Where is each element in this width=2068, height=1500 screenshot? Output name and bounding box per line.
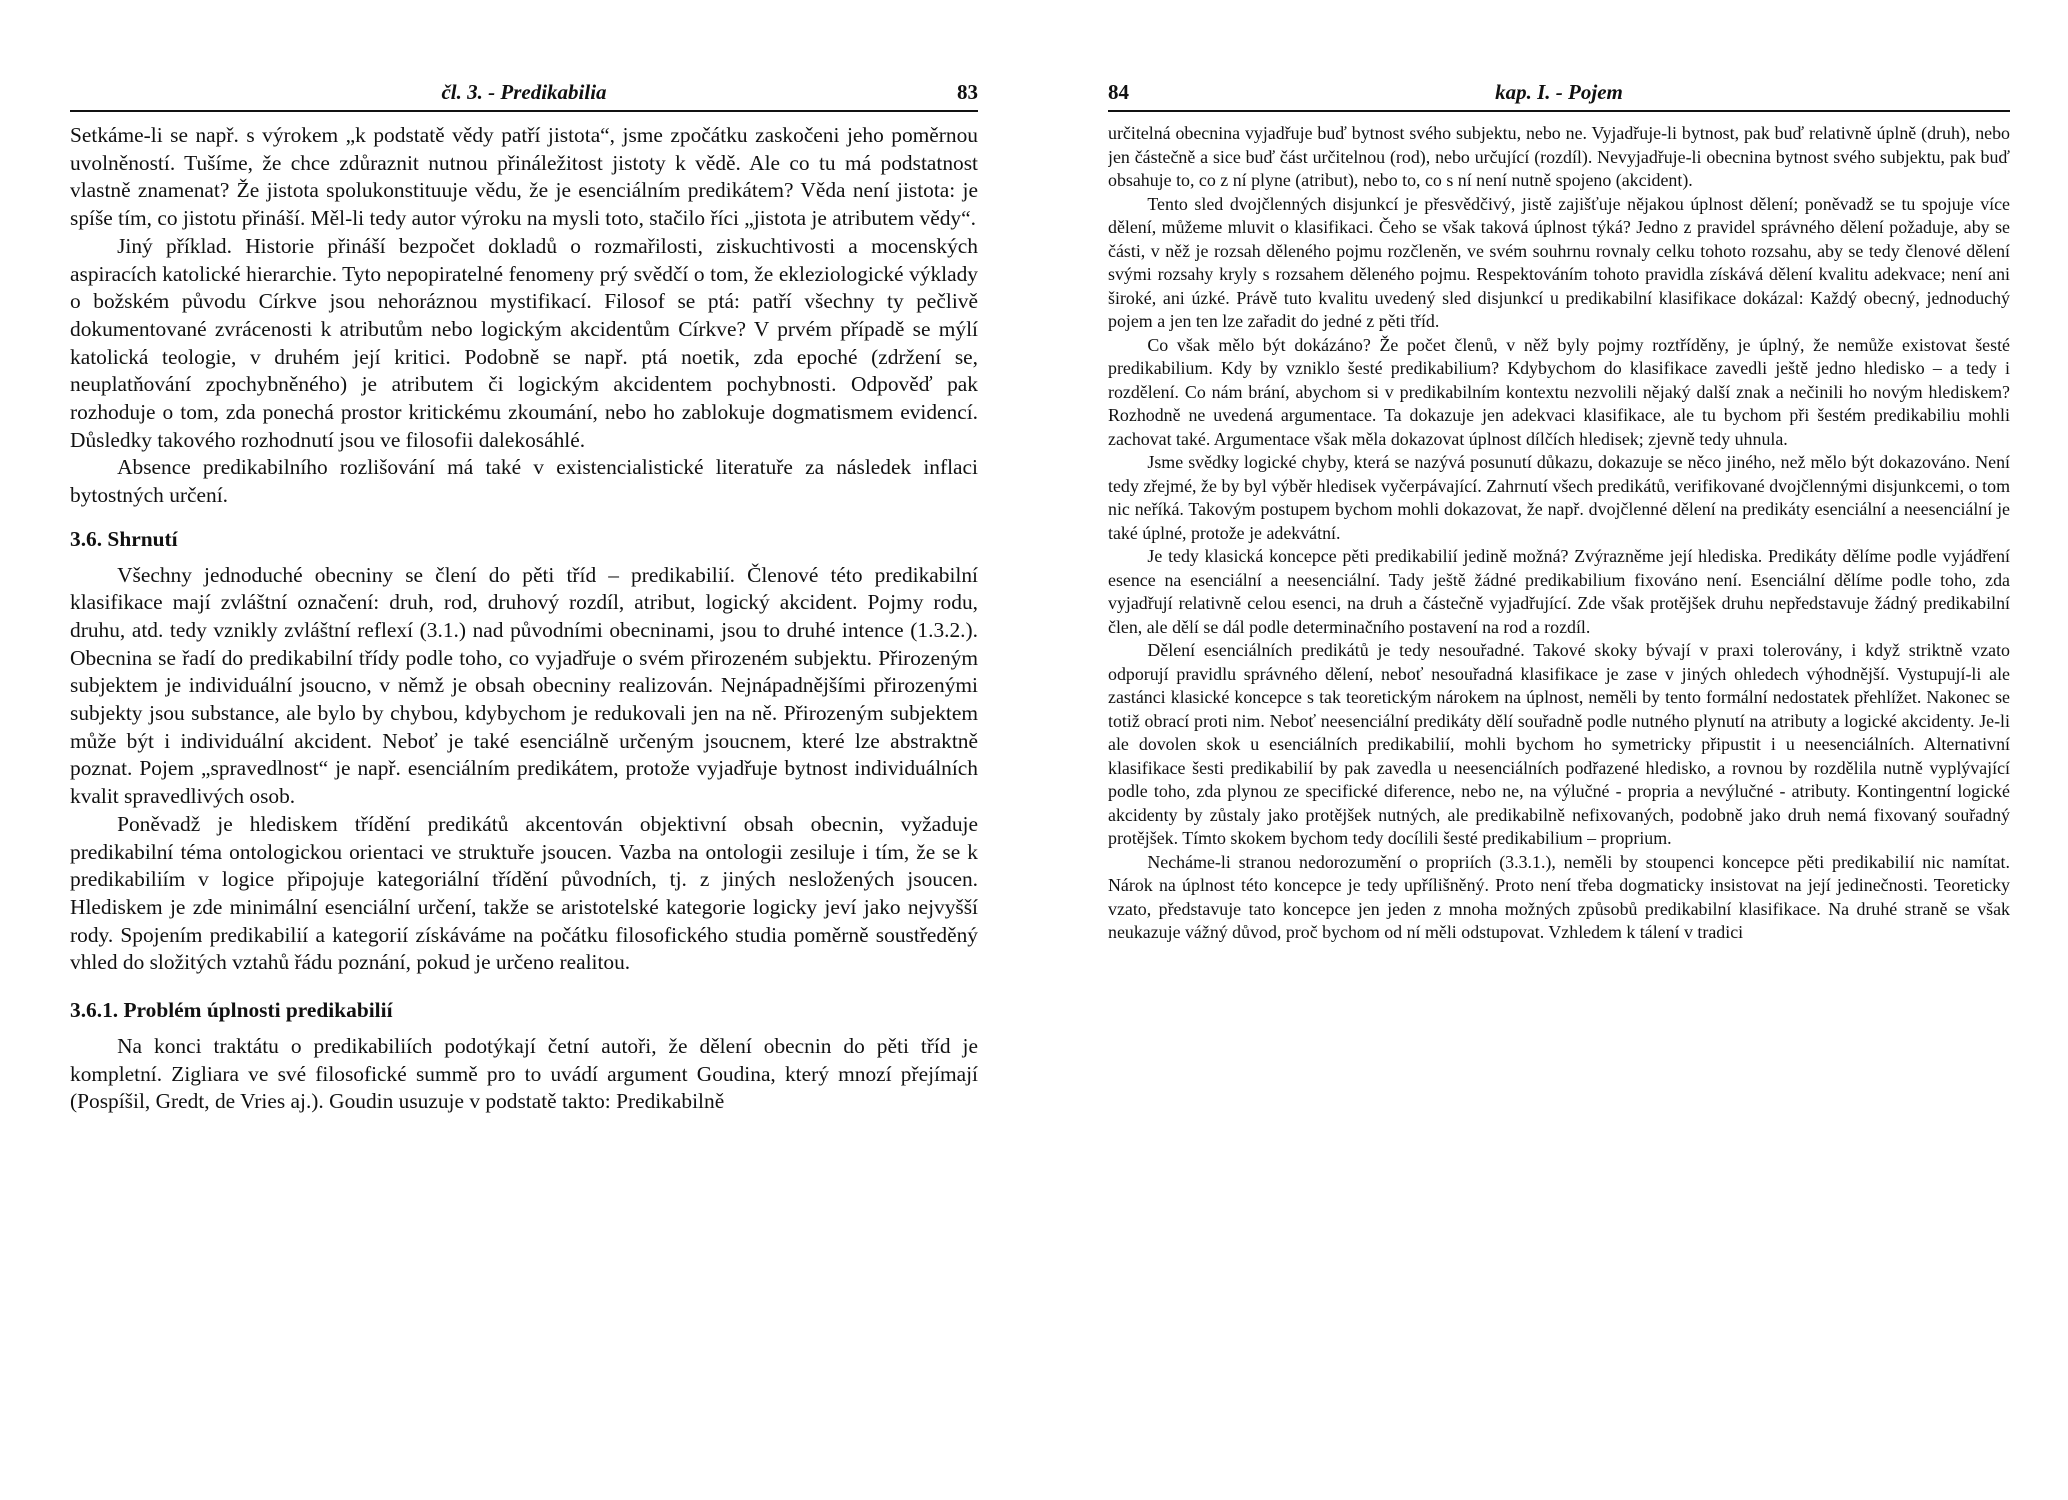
paragraph: Tento sled dvojčlenných disjunkcí je přesvědčivý, jistě zajišťuje nějakou úplnost dělení; poněvadž se tu spojuje více dělení, můžeme mluvit o klasifikaci. Čeho se však taková úplnost týká? Jedno z pravidel správného dělení požaduje, aby se části, v něž je rozsah děleného pojmu rozčleněn, ve svém souhrnu rovnaly celku tohoto rozsahu, aby se tedy členové dělení svými rozsahy kryly s rozsahem děleného pojmu. Respektováním tohoto pravidla získává dělení kvalitu adekvace; není ani široké, ani úzké. Právě tuto kvalitu uvedený sled disjunkcí u predikabilní klasifikace dokázal: Každý obecný, jednoduchý pojem a jen ten lze zařadit do jedné z pěti tříd.: [1108, 193, 2010, 331]
left-page-number: 83: [957, 80, 978, 104]
left-page-body: [70, 122, 978, 1116]
right-page-body: [1108, 122, 2010, 945]
section-heading: 3.6. Shrnutí: [70, 526, 178, 551]
left-running-header: [70, 76, 978, 112]
paragraph: určitelná obecnina vyjadřuje buď bytnost svého subjektu, nebo ne. Vyjadřuje-li bytnost, pak buď relativně úplně (druh), nebo jen částečně a sice buď část určitelnou (rod), nebo určující (rozdíl). Nevyjadřuje-li obecnina bytnost svého subjektu, pak buď obsahuje to, co z ní plyne (atribut), nebo to, co s ní není nutně spojeno (akcident).: [1108, 123, 2010, 190]
paragraph: Na konci traktátu o predikabiliích podotýkají četní autoři, že dělení obecnin do pěti tříd je kompletní. Zigliara ve své filosofické summě pro to uvádí argument Goudina, který mnozí přejímají (Pospíšil, Gredt, de Vries aj.). Goudin usuzuje v podstatě takto: Predikabilně: [70, 1033, 978, 1114]
paragraph: Jiný příklad. Historie přináší bezpočet dokladů o rozmařilosti, ziskuchtivosti a mocenských aspiracích katolické hierarchie. Tyto nepopiratelné fenomeny prý svědčí o tom, že ekleziologické výklady o božském původu Církve jsou nehoráznou mystifikací. Filosof se ptá: patří všechny ty pečlivě dokumentované zvrácenosti k atributům nebo logickým akcidentům Církve? V prvém případě se mýlí katolická teologie, v druhém její kritici. Podobně se např. ptá noetik, zda epoché (zdržení se, neuplatňování zpochybněného) je atributem či logickým akcidentem pochybnosti. Odpověď pak rozhoduje o tom, zda ponechá prostor kritickému zkoumání, nebo ho zablokuje dogmatismem evidencí. Důsledky takového rozhodnutí jsou ve filosofii dalekosáhlé.: [70, 233, 978, 452]
left-page: [70, 76, 978, 1476]
paragraph: Co však mělo být dokázáno? Že počet členů, v něž byly pojmy roztříděny, je úplný, že nemůže existovat šesté predikabilium. Kdy by vzniklo šesté predikabilium? Kdybychom do klasifikace zavedli ještě jedno hledisko – a tedy i rozdělení. Co nám brání, abychom si v predikabilním kontextu nezvolili nějaký další znak a nečinili ho novým hlediskem? Rozhodně ne uvedená argumentace. Ta dokazuje jen adekvaci klasifikace, ale tu bychom při šestém predikabiliu mohli zachovat také. Argumentace však měla dokazovat úplnost dílčích hledisek; zjevně tedy uhnula.: [1108, 334, 2010, 449]
paragraph: Všechny jednoduché obecniny se člení do pěti tříd – predikabilií. Členové této predikabilní klasifikace mají zvláštní označení: druh, rod, druhový rozdíl, atribut, logický akcident. Pojmy rodu, druhu, atd. tedy vznikly zvláštní reflexí (3.1.) nad původními obecninami, jsou to druhé intence (1.3.2.). Obecnina se řadí do predikabilní třídy podle toho, co vyjadřuje o svém přirozeném subjektu. Přirozeným subjektem je individuální jsoucno, v němž je obsah obecniny realizován. Nejnápadnějšími přirozenými subjekty jsou substance, ale bylo by chybou, kdybychom je redukovali jen na ně. Přirozeným subjektem může být i individuální akcident. Neboť je také esenciálně určeným jsoucnem, které lze abstraktně poznat. Pojem „spravedlnost“ je např. esenciálním predikátem, protože vyjadřuje bytnost individuálních kvalit spravedlivých osob.: [70, 562, 978, 809]
subsection-heading: 3.6.1. Problém úplnosti predikabilií: [70, 998, 393, 1023]
right-page: [1108, 76, 2010, 1476]
left-running-head: čl. 3. - Predikabilia: [441, 80, 607, 104]
paragraph: Dělení esenciálních predikátů je tedy nesouřadné. Takové skoky bývají v praxi tolerovány, i když striktně vzato odporují pravidlu správného dělení, neboť nesouřadná klasifikace je zase v jiných ohledech výhodnější. Vystupují-li ale zastánci klasické koncepce s tak teoretickým nárokem na úplnost, neměli by tento formální nedostatek přehlížet. Nakonec se totiž obrací proti nim. Neboť neesenciální predikáty dělí souřadně podle nutného plynutí na atributy a logické akcidenty. Je-li ale dovolen skok u esenciálních predikabilií, mohli bychom ho symetricky připustit i u neesenciálních. Alternativní klasifikace šesti predikabilií by pak zavedla u neesenciálních podřazené hledisko, a rovnou by rozdělila nutně vyplývající podle toho, zda plynou ze specifické diference, nebo ne, na výlučné - propria a nevýlučné - atributy. Kontingentní logické akcidenty by zůstaly jako protějšek nutných, ale predikabilně nefixovaných, podobně jako druh nemá fixovaný souřadný protějšek. Tímto skokem bychom tedy docílili šesté predikabilium – proprium.: [1108, 640, 2010, 848]
paragraph: Absence predikabilního rozlišování má také v existencialistické literatuře za následek inflaci bytostných určení.: [70, 455, 978, 508]
paragraph: Necháme-li stranou nedorozumění o propriích (3.3.1.), neměli by stoupenci koncepce pěti predikabilií nic namítat. Nárok na úplnost této koncepce je tedy upřílišněný. Proto není třeba dogmaticky insistovat na její jedinečnosti. Teoreticky vzato, představuje tato koncepce jen jeden z mnoha možných způsobů predikabilní klasifikace. Na druhé straně se však neukazuje vážný důvod, proč bychom od ní měli odstupovat. Vzhledem k tálení v tradici: [1108, 851, 2010, 942]
paragraph: Je tedy klasická koncepce pěti predikabilií jedině možná? Zvýrazněme její hlediska. Predikáty dělíme podle vyjádření esence na esenciální a neesenciální. Tady ještě žádné predikabilium fixováno není. Esenciální dělíme podle toho, zda vyjadřují relativně celou esenci, na druh a částečně vyjadřující. Zde však protějšek druhu nepředstavuje žádný predikabilní člen, ale dělí se dál podle determinačního postavení na rod a rozdíl.: [1108, 546, 2010, 637]
paragraph: Setkáme-li se např. s výrokem „k podstatě vědy patří jistota“, jsme zpočátku zaskočeni jeho poměrnou uvolněností. Tušíme, že chce zdůraznit nutnou přináležitost jistoty k vědě. Ale co tu má podstatnost vlastně znamenat? Že jistota spolukonstituuje vědu, že je esenciálním predikátem? Věda není jistota: je spíše tím, co jistotu přináší. Měl-li tedy autor výroku na mysli toto, stačilo říci „jistota je atributem vědy“.: [70, 123, 978, 231]
right-running-head: kap. I. - Pojem: [1495, 80, 1623, 104]
paragraph: Poněvadž je hlediskem třídění predikátů akcentován objektivní obsah obecnin, vyžaduje predikabilní téma ontologickou orientaci ve struktuře jsoucen. Vazba na ontologii zesiluje i tím, že se k predikabiliím v logice připojuje kategoriální třídění původních, tj. z jiných nesložených jsoucen. Hlediskem je zde minimální esenciální určení, takže se aristotelské kategorie logicky jeví jako nejvyšší rody. Spojením predikabilií a kategorií získáváme na počátku filosofického studia poměrně soustředěný vhled do složitých vztahů řádu poznání, pokud je určeno realitou.: [70, 811, 978, 975]
paragraph: Jsme svědky logické chyby, která se nazývá posunutí důkazu, dokazuje se něco jiného, než mělo být dokazováno. Není tedy zřejmé, že by byl výběr hledisek vyčerpávající. Zahrnutí všech predikátů, verifikované dvojčlennými disjunkcemi, o tom nic neříká. Takovým postupem bychom mohli dokazovat, že např. dvojčlenné dělení na predikáty esenciální a neesenciální je také úplné, protože je adekvátní.: [1108, 452, 2010, 543]
right-page-number: 84: [1108, 80, 1129, 104]
right-running-header: [1108, 76, 2010, 112]
